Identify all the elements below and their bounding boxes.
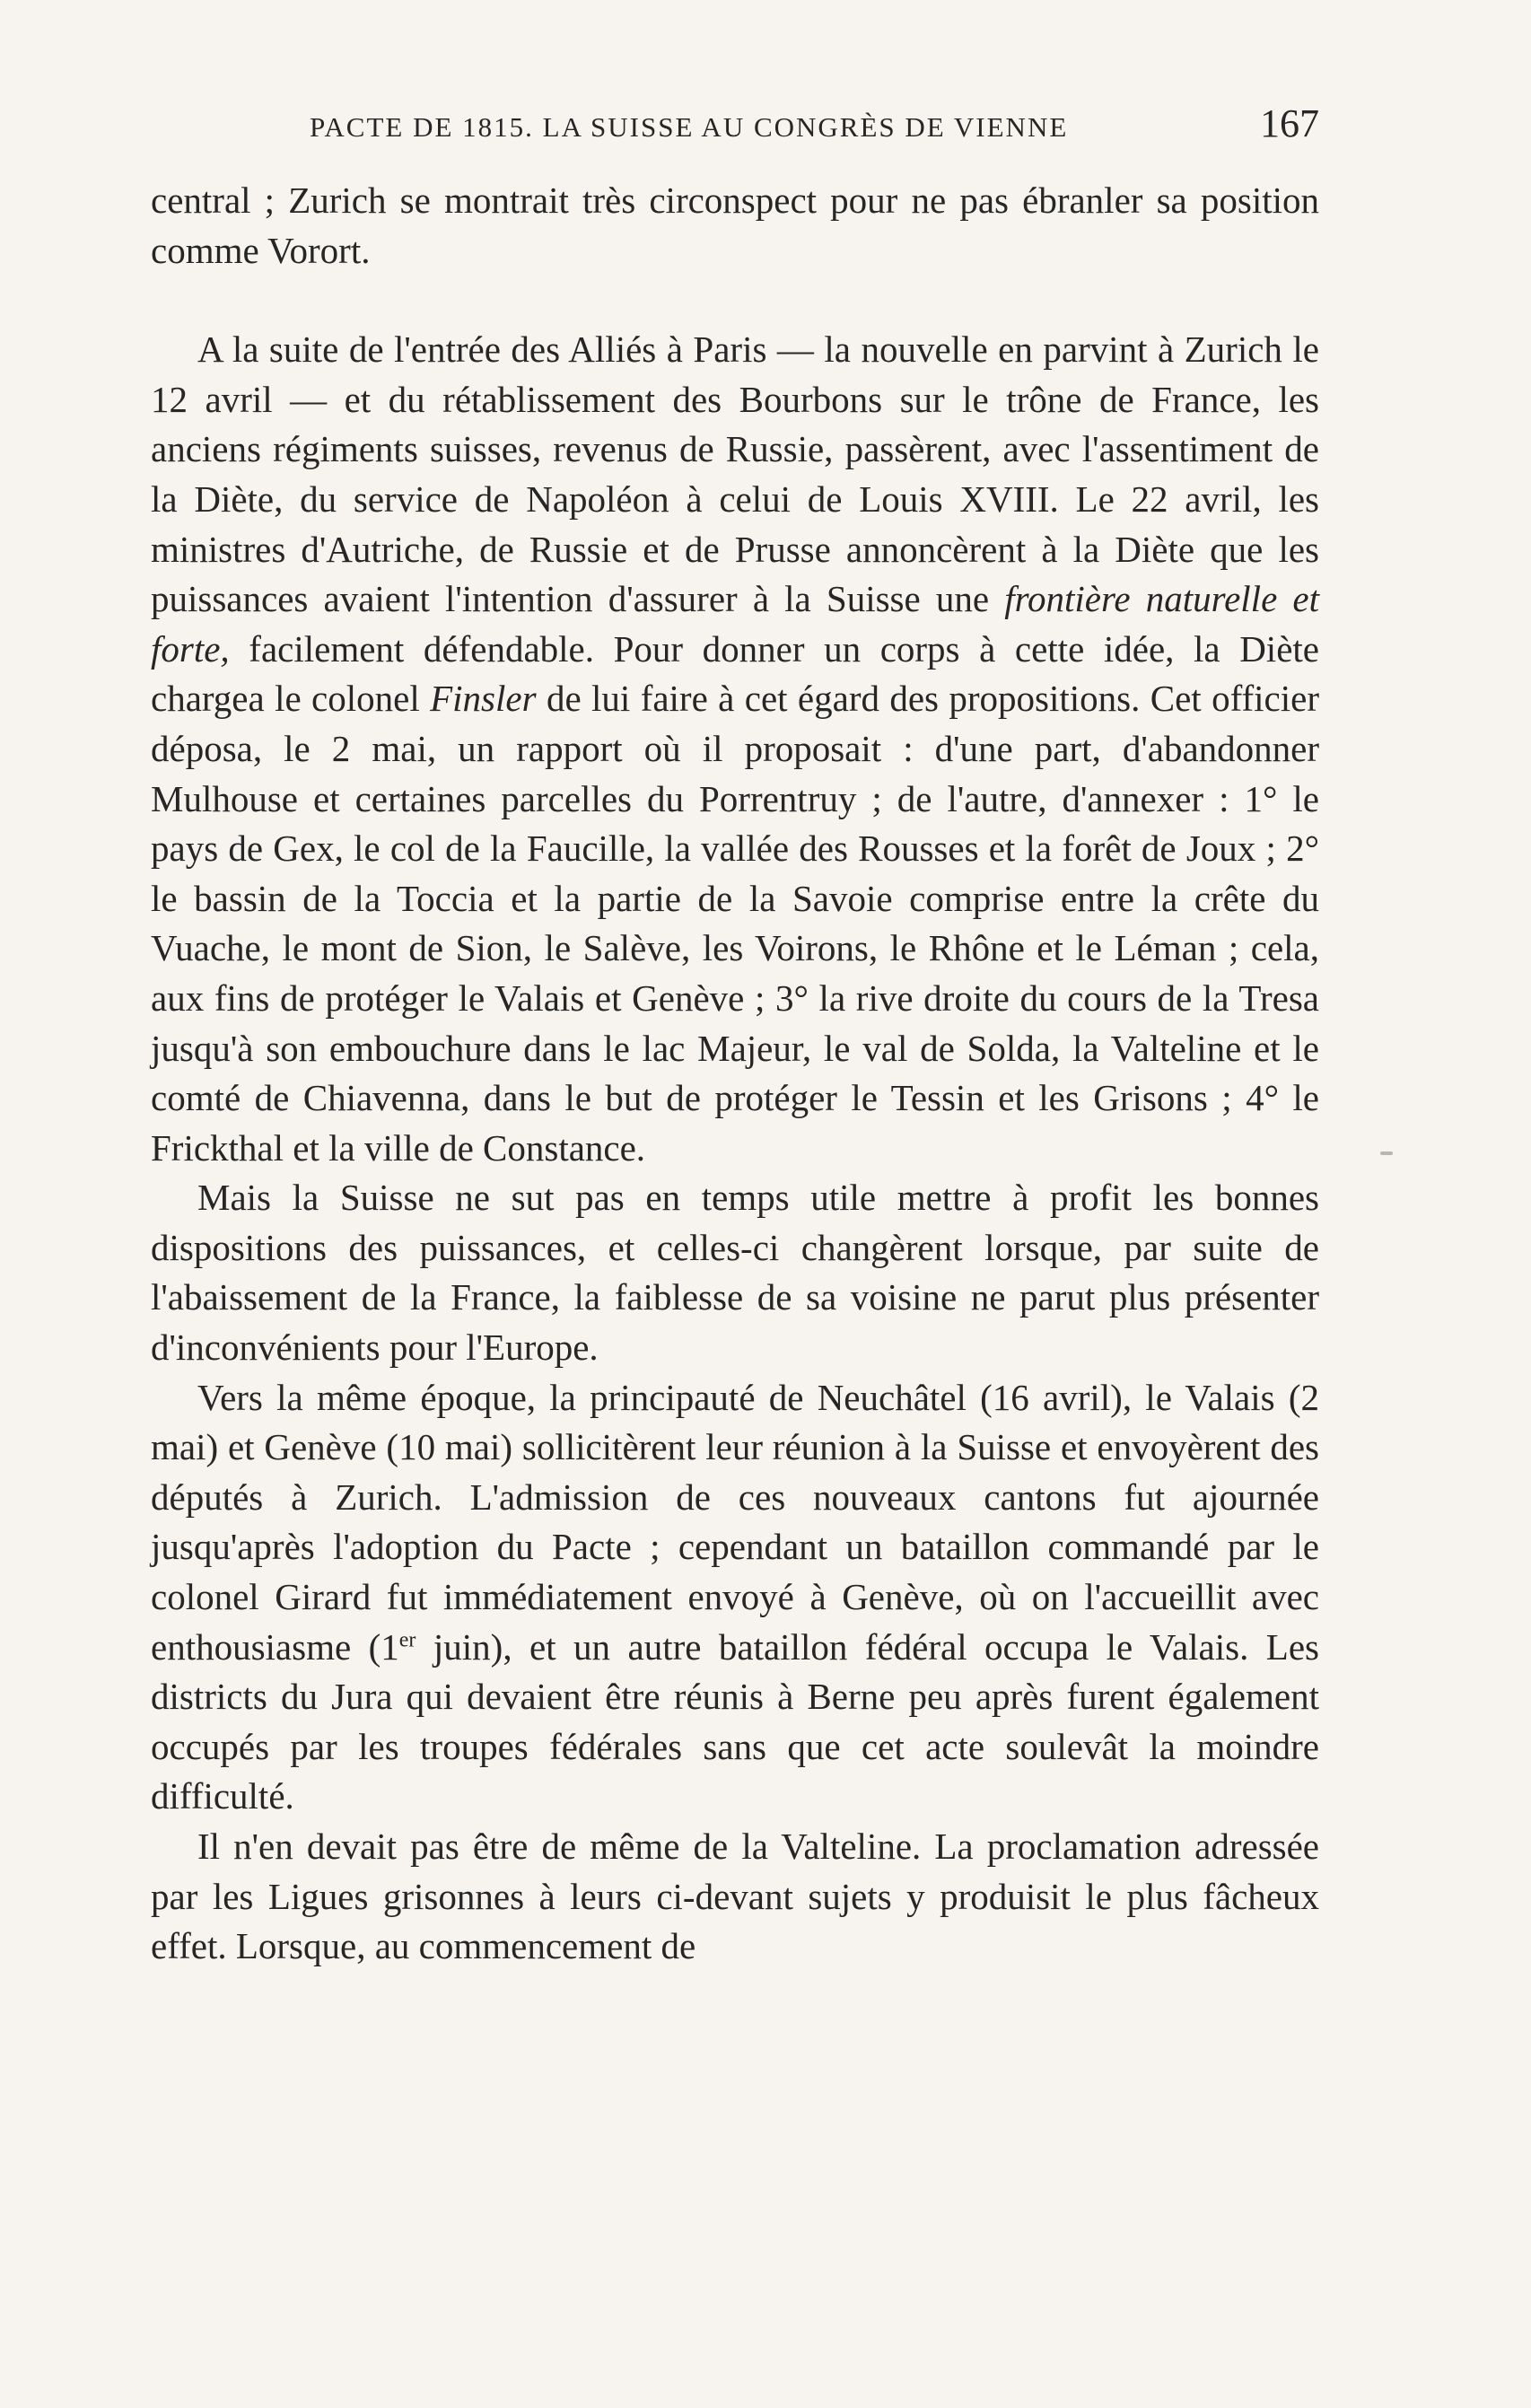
- paragraph-4: [151, 1373, 1319, 1822]
- body-text: [151, 176, 1319, 1972]
- paragraph-5: [151, 1822, 1319, 1972]
- paragraph-4-text-after: juin), et un autre bataillon fédéral occupa le Valais. Les districts du Jura qui devaient être réunis à Berne peu après furent également occupés par les troupes fédérales sans que cet acte soulevât la moindre difficulté.: [151, 1625, 1319, 1817]
- paragraph-1-text: central ; Zurich se montrait très circonspect pour ne pas ébranler sa position comme Vorort.: [151, 180, 1319, 271]
- paragraph-1: [151, 176, 1319, 276]
- paragraph-3: [151, 1173, 1319, 1372]
- paragraph-2-text-before: A la suite de l'entrée des Alliés à Paris — la nouvelle en parvint à Zurich le 12 avril — et du rétablissement des Bourbons sur le trône de France, les anciens régiments suisses, revenus de Russie, passèrent, avec l'assentiment de la Diète, du service de Napoléon à celui de Louis XVIII. Le 22 avril, les ministres d'Autriche, de Russie et de Prusse annoncèrent à la Diète que les puissances avaient l'intention d'assurer à la Suisse une: [151, 328, 1319, 620]
- italic-frontiere-naturelle: frontière naturelle et forte,: [151, 578, 1319, 670]
- paragraph-5-text: Il n'en devait pas être de même de la Valteline. La proclamation adressée par les Ligues grisonnes à leurs ci-devant sujets y produisit le plus fâcheux effet. Lorsque, au commencement de: [151, 1826, 1319, 1967]
- page-number: 167: [1260, 101, 1319, 145]
- paragraph-2-text-middle: facilement défendable. Pour donner un corps à cette idée, la Diète chargea le colonel: [151, 627, 1319, 720]
- running-header: [310, 101, 1319, 154]
- italic-finsler: Finsler: [430, 678, 537, 720]
- paragraph-4-text-before: Vers la même époque, la principauté de Neuchâtel (16 avril), le Valais (2 mai) et Genève (10 mai) sollicitèrent leur réunion à la Suisse et envoyèrent des députés à Zurich. L'admission de ces nouveaux cantons fut ajournée jusqu'après l'adoption du Pacte ; cependant un bataillon commandé par le colonel Girard fut immédiatement envoyé à Genève, où on l'accueillit avec enthousiasme (1: [151, 1376, 1319, 1668]
- running-title: PACTE DE 1815. LA SUISSE AU CONGRÈS DE VIENNE: [310, 111, 1069, 143]
- paragraph-2-text-after: de lui faire à cet égard des propositions. Cet officier déposa, le 2 mai, un rapport où il proposait : d'une part, d'abandonner Mulhouse et certaines parcelles du Porrentruy ; de l'autre, d'annexer : 1° le pays de Gex, le col de la Faucille, la vallée des Rousses et la forêt de Joux ; 2° le bassin de la Toccia et la partie de la Savoie comprise entre la crête du Vuache, le mont de Sion, le Salève, les Voirons, le Rhône et le Léman ; cela, aux fins de protéger le Valais et Genève ; 3° la rive droite du cours de la Tresa jusqu'à son embouchure dans le lac Majeur, le val de Solda, la Valteline et le comté de Chiavenna, dans le but de protéger le Tessin et les Grisons ; 4° le Frickthal et la ville de Constance.: [151, 678, 1319, 1169]
- superscript-er: er: [398, 1627, 416, 1651]
- paragraph-3-text: Mais la Suisse ne sut pas en temps utile mettre à profit les bonnes dispositions des puissances, et celles-ci changèrent lorsque, par suite de l'abaissement de la France, la faiblesse de sa voisine ne parut plus présenter d'inconvénients pour l'Europe.: [151, 1177, 1319, 1369]
- margin-pencil-mark: [1380, 1151, 1393, 1155]
- paragraph-2: [151, 325, 1319, 1173]
